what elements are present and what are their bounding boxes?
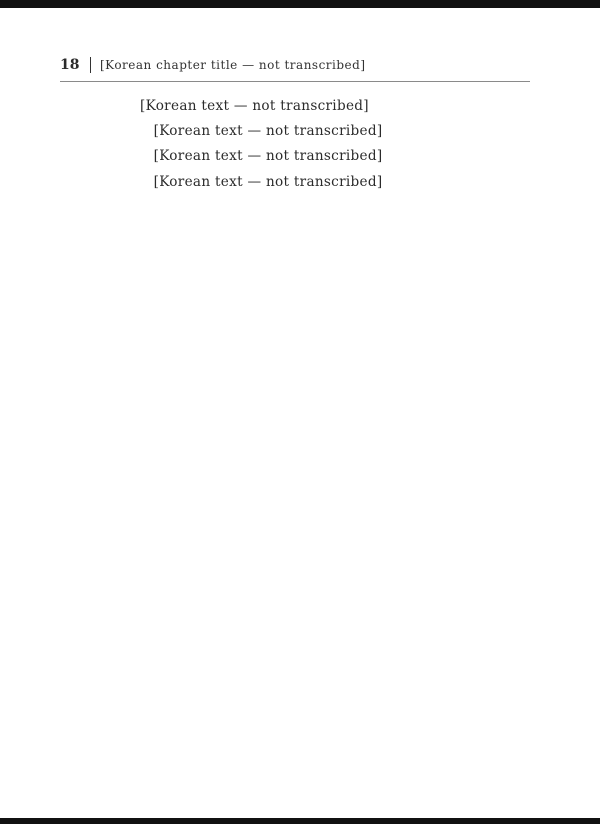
- chapter-title: [Korean chapter title — not transcribed]: [100, 58, 366, 72]
- paragraph: [Korean text — not transcribed]: [140, 98, 369, 114]
- paragraph: [Korean text — not transcribed]: [153, 123, 383, 140]
- paragraph: [Korean text — not transcribed]: [153, 148, 383, 165]
- header-divider: [90, 57, 91, 73]
- scan-frame-top: [0, 0, 600, 8]
- header-rule: [60, 81, 530, 82]
- scan-frame-bottom: [0, 818, 600, 824]
- running-header: [60, 55, 530, 85]
- paragraph: [Korean text — not transcribed]: [153, 173, 383, 190]
- body-text: [140, 94, 530, 784]
- page-number: 18: [60, 57, 80, 73]
